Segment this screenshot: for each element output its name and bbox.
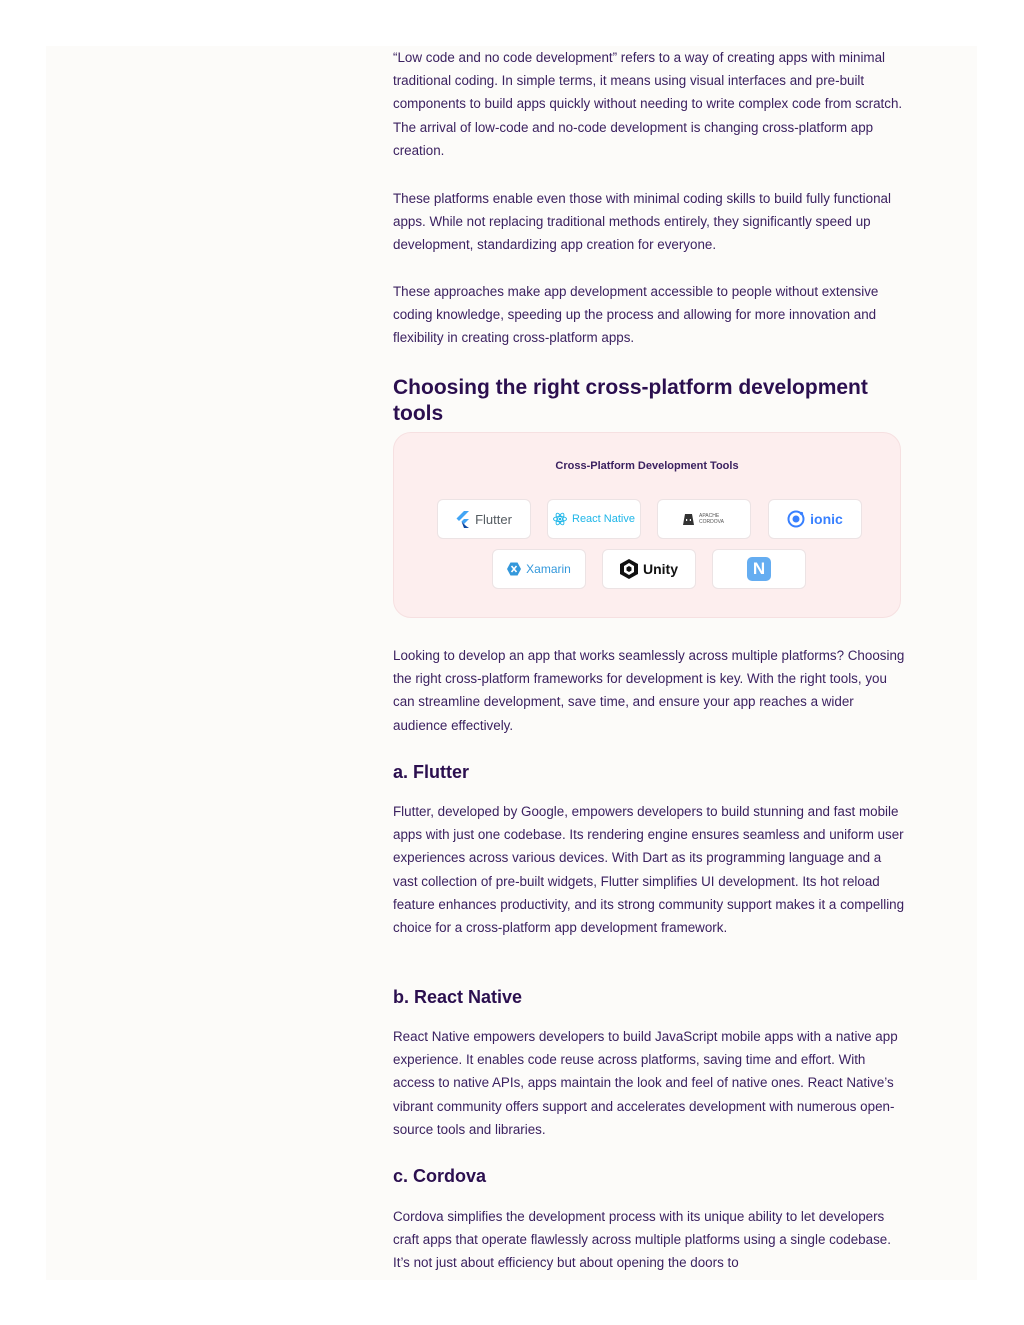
paragraph-after-card: Looking to develop an app that works seamlessly across multiple platforms? Choosing the right cross-platform frameworks for development is key. With the right tools, you can streamline development, save time, and ensure your app reaches a wider audience effectively.: [393, 648, 905, 733]
react-icon: [553, 512, 567, 526]
intro-paragraph-3: These approaches make app development accessible to people without extensive coding knowledge, speeding up the process and allowing for more innovation and flexibility in creating cross-platform apps.: [393, 284, 879, 346]
react-native-label: React Native: [572, 513, 635, 525]
tool-tile-xamarin: [492, 549, 586, 589]
intro-paragraph-1: “Low code and no code development” refers to a way of creating apps with minimal traditional coding. In simple terms, it means using visual interfaces and pre-built components to build apps quickly without needing to write complex code from scratch. The arrival of low-code and no-code development is changing cross-platform app creation.: [393, 50, 903, 158]
xamarin-label: Xamarin: [526, 562, 571, 576]
tools-card-title: Cross-Platform Development Tools: [555, 460, 739, 472]
ionic-label: ionic: [810, 511, 843, 527]
unity-label: Unity: [643, 561, 678, 577]
intro-paragraph-2: These platforms enable even those with minimal coding skills to build fully functional apps. While not replacing traditional methods entirely, they significantly speed up development, standardizing app creation for everyone.: [393, 191, 891, 253]
tool-tile-react-native: [547, 499, 641, 539]
subsection-text-cordova: Cordova simplifies the development process with its unique ability to let developers craft apps that operate flawlessly across multiple platforms using a single codebase. It’s not just about efficiency but about opening the doors to: [393, 1209, 891, 1271]
subsection-heading-react-native: b. React Native: [393, 987, 523, 1007]
flutter-label: Flutter: [475, 511, 512, 527]
cordova-label: APACHE CORDOVA: [699, 513, 724, 525]
flutter-icon: [456, 511, 470, 528]
tools-card: [393, 432, 901, 618]
tool-tile-unity: [602, 549, 696, 589]
nativescript-icon: [747, 557, 771, 581]
tool-tile-cordova: [657, 499, 751, 539]
unity-icon: [620, 559, 638, 579]
cordova-icon: [683, 514, 694, 525]
subsection-heading-flutter: a. Flutter: [393, 762, 470, 782]
subsection-text-flutter: Flutter, developed by Google, empowers developers to build stunning and fast mobile apps with just one codebase. Its rendering engine ensures seamless and uniform user experiences across various devices. With Dart as its programming language and a vast collection of pre-built widgets, Flutter simplifies UI development. Its hot reload feature enhances productivity, and its strong community support makes it a compelling choice for a cross-platform app development framework.: [393, 804, 905, 936]
ionic-icon: [787, 510, 805, 528]
section-heading: Choosing the right cross-platform development tools: [393, 376, 868, 425]
subsection-heading-cordova: c. Cordova: [393, 1166, 487, 1186]
tool-tile-flutter: [437, 499, 531, 539]
tool-tile-nativescript: [712, 549, 806, 589]
nativescript-label: N: [752, 559, 766, 578]
tool-tile-ionic: [768, 499, 862, 539]
xamarin-icon: [507, 562, 521, 576]
subsection-text-react-native: React Native empowers developers to build JavaScript mobile apps with a native app experience. It enables code reuse across platforms, saving time and effort. With access to native APIs, apps maintain the look and feel of native ones. React Native’s vibrant community offers support and accelerates development with numerous open-source tools and libraries.: [393, 1029, 898, 1137]
